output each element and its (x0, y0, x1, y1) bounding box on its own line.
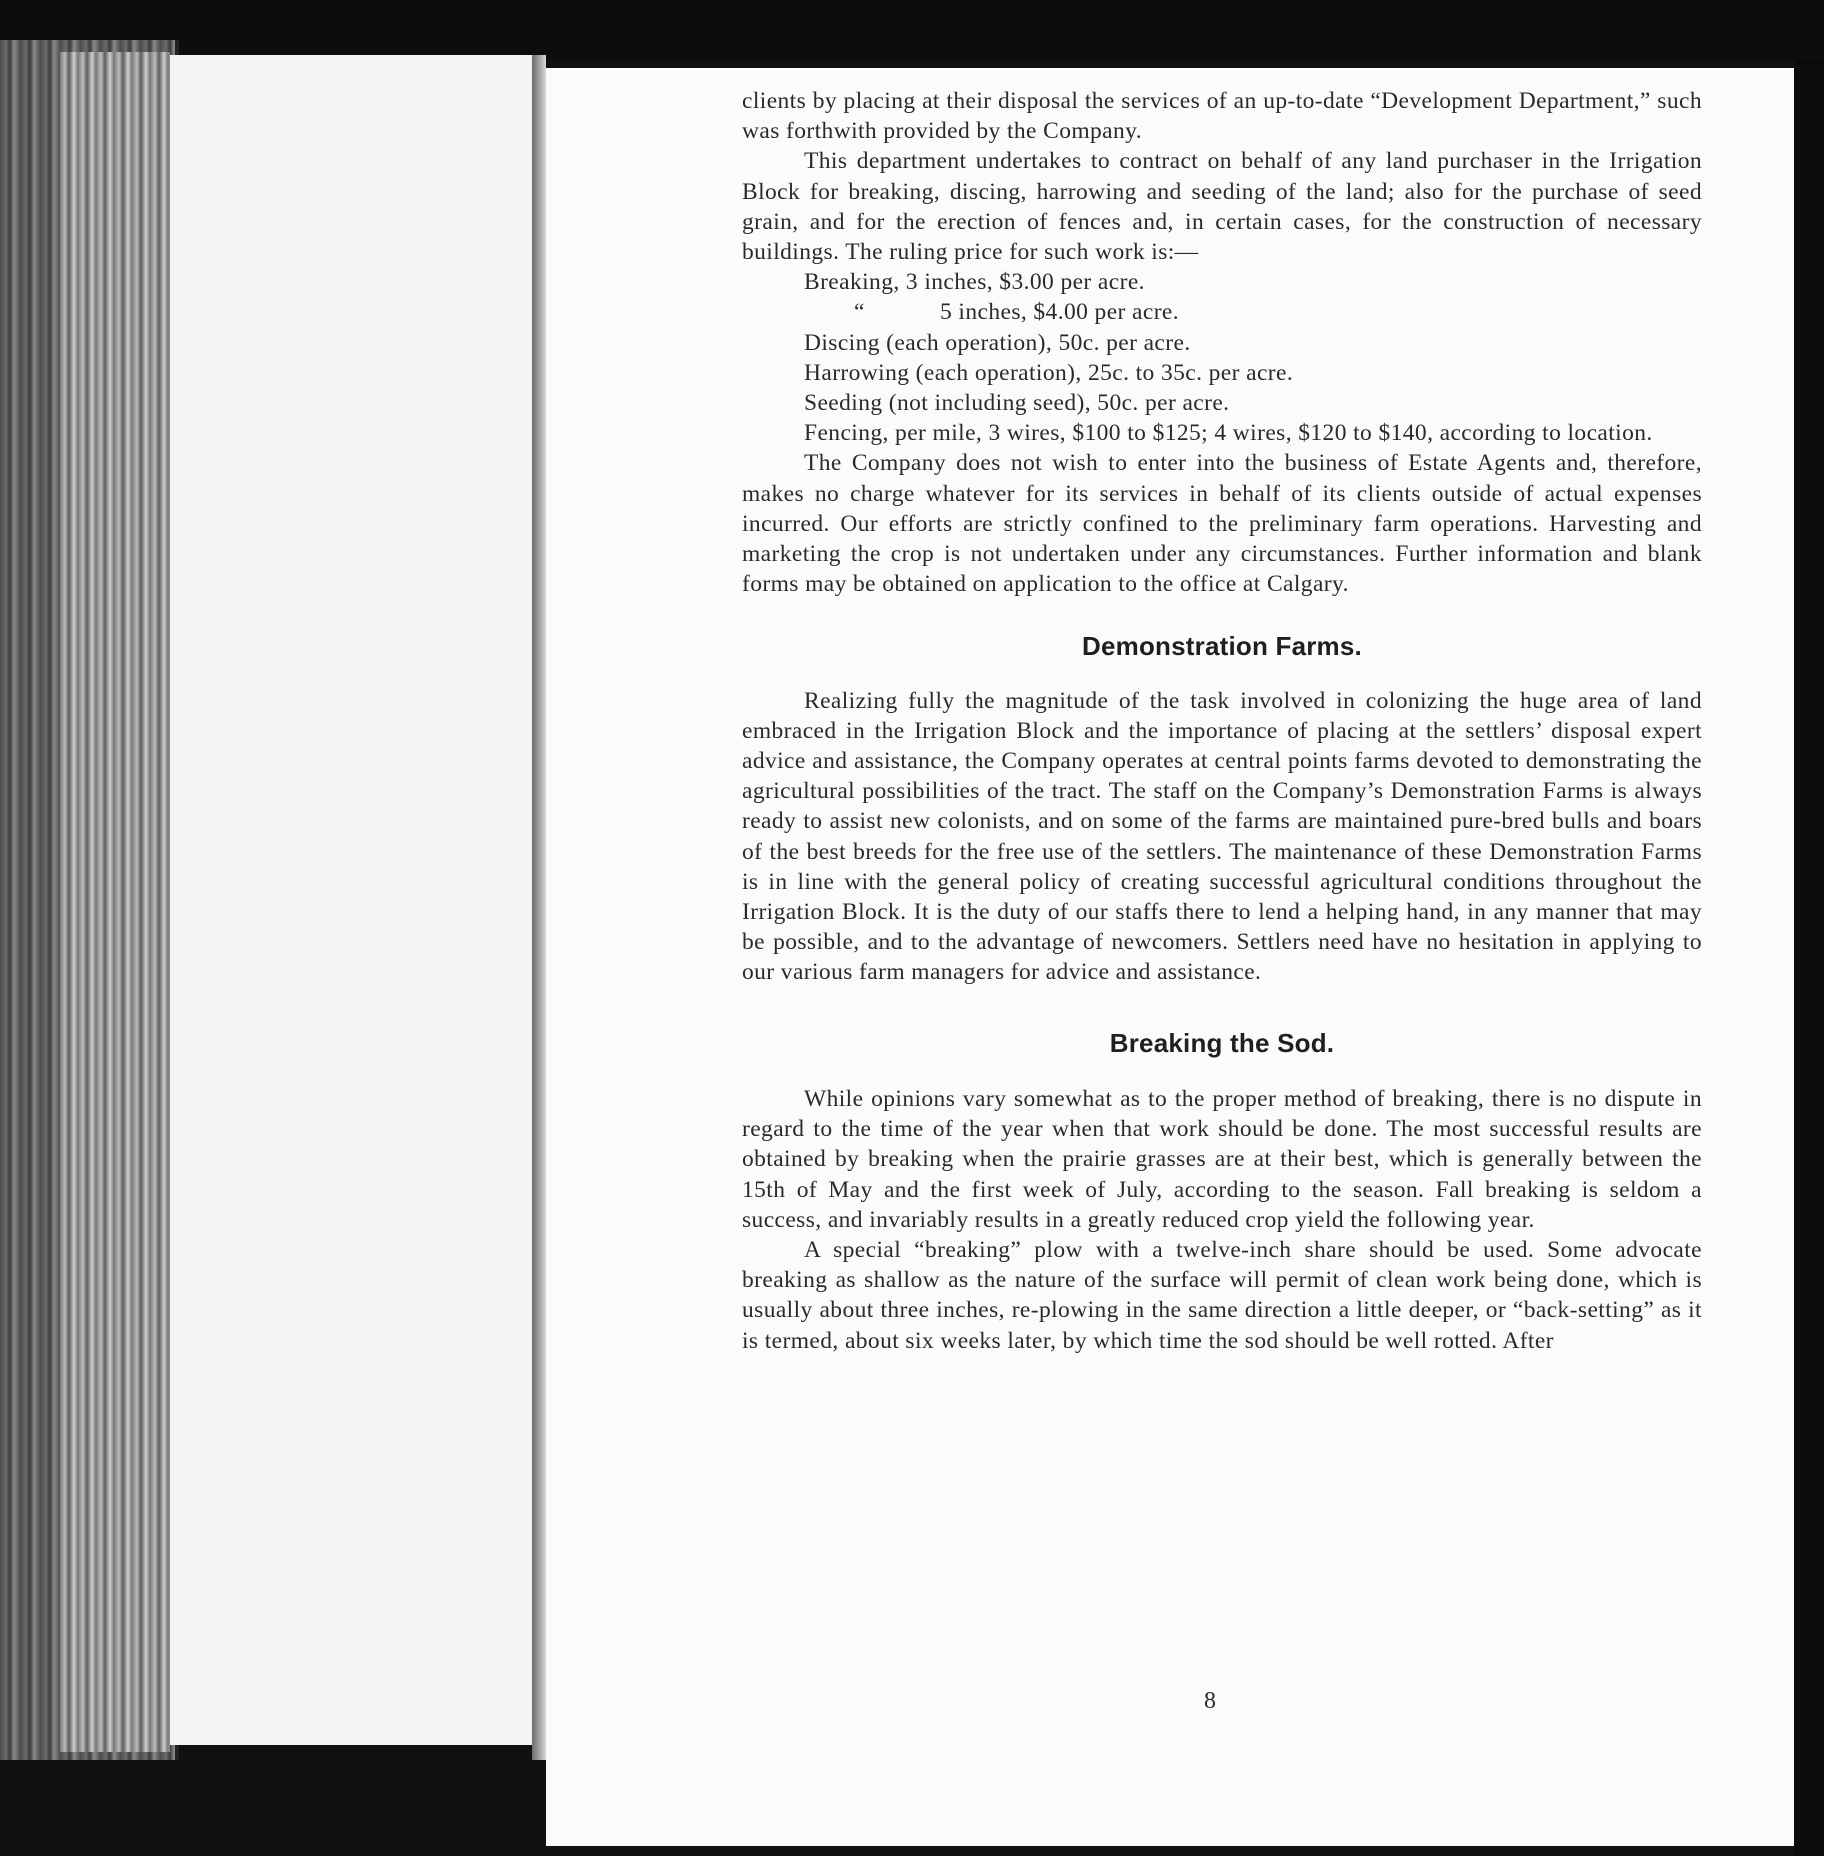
price-seeding: Seeding (not including seed), 50c. per acre. (804, 390, 1230, 417)
breaking-paragraph-2: A special “breaking” plow with a twelve-inch share should be used. Some advocate breaking as shallow as the nature of the surface will permit of clean work being done, which is usually about three inches, re-plowing in the same direction a little deeper, or “back-setting” as it is termed, about six weeks later, by which time the sod should be well rotted. After (742, 1236, 1702, 1354)
book-gutter (532, 55, 546, 1845)
price-breaking-3: Breaking, 3 inches, $3.00 per acre. (804, 269, 1145, 296)
scan-frame-bottom (0, 1760, 546, 1856)
price-breaking-5: 5 inches, $4.00 per acre. (940, 299, 1180, 326)
intro-continuation: clients by placing at their disposal the services of an up-to-date “Development Department,” such was forthwith provided by the Company. (742, 88, 1702, 145)
page-number: 8 (1204, 1688, 1216, 1714)
price-breaking-5-row (742, 297, 1702, 327)
text-column (742, 86, 1702, 1356)
department-paragraph: This department undertakes to contract on behalf of any land purchaser in the Irrigation Block for breaking, discing, harrowing and seeding of the land; also for the purchase of seed grain, and for the erection of fences and, in certain cases, for the construction of necessary buildings. The ruling price for such work is:— (742, 148, 1702, 266)
price-discing: Discing (each operation), 50c. per acre. (804, 329, 1191, 356)
left-blank-page (170, 55, 538, 1745)
book-page-edges-inner (60, 52, 170, 1752)
scan-frame-top (0, 0, 1824, 60)
section-heading-demonstration: Demonstration Farms. (1082, 631, 1362, 662)
demonstration-paragraph: Realizing fully the magnitude of the task involved in colonizing the huge area of land embraced in the Irrigation Block and the importance of placing at the settlers’ disposal expert advice and assistance, the Company operates at central points farms devoted to demonstrating the agricultural possibilities of the tract. The staff on the Company’s Demonstration Farms is always ready to assist new colonists, and on some of the farms are maintained pure-bred bulls and boars of the best breeds for the free use of the settlers. The maintenance of these Demonstration Farms is in line with the general policy of creating successful agricultural conditions throughout the Irrigation Block. It is the duty of our staffs there to lend a helping hand, in any manner that may be possible, and to the advantage of newcomers. Settlers need have no hesitation in applying to our various farm managers for advice and assistance. (742, 687, 1702, 986)
price-fencing: Fencing, per mile, 3 wires, $100 to $125; 4 wires, $120 to $140, according to location. (804, 420, 1653, 447)
price-list (742, 267, 1702, 448)
scan-frame-right (1794, 60, 1824, 1856)
ditto-mark: “ (854, 299, 865, 326)
price-harrowing: Harrowing (each operation), 25c. to 35c. per acre. (804, 359, 1294, 386)
company-note-paragraph: The Company does not wish to enter into the business of Estate Agents and, therefore, makes no charge whatever for its services in behalf of its clients outside of actual expenses incurred. Our efforts are strictly confined to the preliminary farm operations. Harvesting and marketing the crop is not undertaken under any circumstances. Further information and blank forms may be obtained on application to the office at Calgary. (742, 450, 1702, 598)
section-heading-breaking: Breaking the Sod. (1109, 1027, 1335, 1058)
breaking-paragraph-1: While opinions vary somewhat as to the proper method of breaking, there is no dispute in regard to the time of the year when that work should be done. The most successful results are obtained by breaking when the prairie grasses are at their best, which is generally between the 15th of May and the first week of July, according to the season. Fall breaking is seldom a success, and invariably results in a greatly reduced crop yield the following year. (742, 1085, 1702, 1233)
